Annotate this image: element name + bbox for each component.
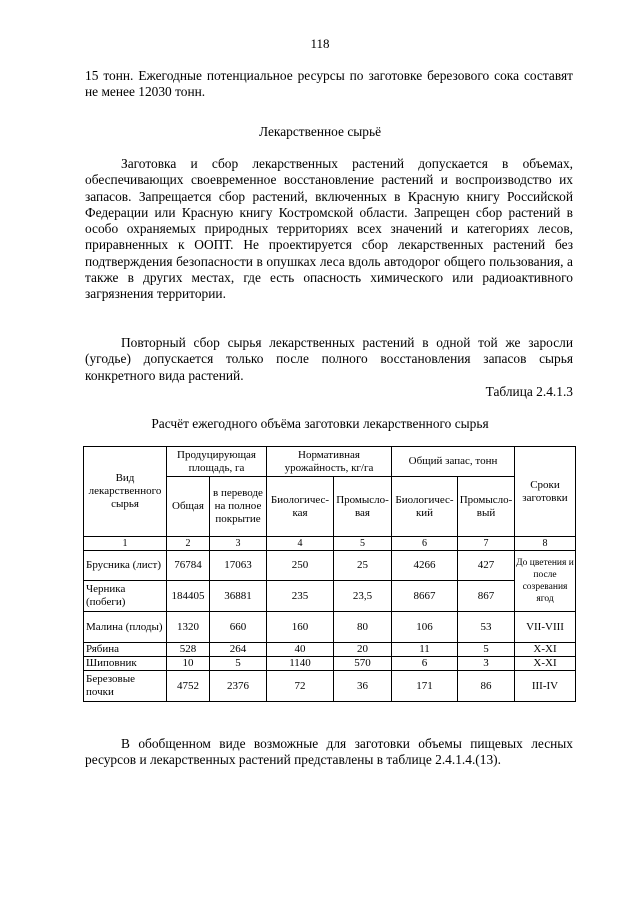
cell: 10	[167, 657, 210, 671]
cell: 8667	[392, 581, 458, 612]
col-number: 8	[515, 537, 576, 551]
header-terms: Сроки заготовки	[515, 447, 576, 537]
cell: 2376	[210, 671, 267, 702]
medicinal-raw-materials-table	[83, 446, 576, 702]
cell: 867	[458, 581, 515, 612]
cell: 427	[458, 551, 515, 581]
cell-species: Березовые почки	[84, 671, 167, 702]
cell: 5	[210, 657, 267, 671]
table-row	[84, 657, 576, 671]
col-number: 3	[210, 537, 267, 551]
cell-species: Шиповник	[84, 657, 167, 671]
header-yield: Нормативная урожайность, кг/га	[267, 447, 392, 477]
cell: 528	[167, 643, 210, 657]
cell: 72	[267, 671, 334, 702]
paragraph-rules: Заготовка и сбор лекарственных растений допускается в объемах, обеспечивающих своевременное восстановление растений и воспроизводство их запасов. Запрещается сбор растений, включенных в Красную книгу Российской Федерации или Красную книгу Костромской области. Запрещен сбор растений в особо охраняемых природных территориях всех значений и категориях лесов, приравненных к ООПТ. Не проектируется сбор лекарственных растений без подтверждения безопасности в опушках леса вдоль автодорог общего пользования, а также в других местах, где есть опасность химического или радиоактивного загрязнения территории.	[85, 156, 573, 302]
cell: 40	[267, 643, 334, 657]
cell: 4266	[392, 551, 458, 581]
cell: 570	[334, 657, 392, 671]
col-number: 6	[392, 537, 458, 551]
cell-terms: III-IV	[515, 671, 576, 702]
table-title: Расчёт ежегодного объёма заготовки лекарственного сырья	[151, 416, 489, 431]
paragraph-repeat-collection: Повторный сбор сырья лекарственных растений в одной той же заросли (угодье) допускается только после полного восстановления запасов сырья конкретного вида растений.	[85, 335, 573, 383]
table-label: Таблица 2.4.1.3	[485, 384, 573, 399]
col-number: 7	[458, 537, 515, 551]
header-species: Вид лекарственного сырья	[84, 447, 167, 537]
section-title: Лекарственное сырьё	[258, 124, 382, 139]
col-number: 1	[84, 537, 167, 551]
cell: 1140	[267, 657, 334, 671]
cell-species: Черника (побеги)	[84, 581, 167, 612]
cell: 160	[267, 612, 334, 643]
cell: 1320	[167, 612, 210, 643]
cell: 5	[458, 643, 515, 657]
cell: 36881	[210, 581, 267, 612]
cell: 3	[458, 657, 515, 671]
cell: 4752	[167, 671, 210, 702]
cell: 23,5	[334, 581, 392, 612]
cell: 184405	[167, 581, 210, 612]
page-number: 118	[310, 36, 330, 51]
header-stock-bio: Биологичес-кий	[392, 477, 458, 537]
cell-species: Брусника (лист)	[84, 551, 167, 581]
header-yield-ind: Промысло-вая	[334, 477, 392, 537]
cell: 11	[392, 643, 458, 657]
cell: 106	[392, 612, 458, 643]
header-stock-ind: Промысло-вый	[458, 477, 515, 537]
cell: 6	[392, 657, 458, 671]
col-number: 5	[334, 537, 392, 551]
cell: 264	[210, 643, 267, 657]
cell: 86	[458, 671, 515, 702]
header-yield-bio: Биологичес-кая	[267, 477, 334, 537]
paragraph-intro: 15 тонн. Ежегодные потенциальное ресурсы по заготовке березового сока составят не менее 12030 тонн.	[85, 68, 573, 100]
cell: 250	[267, 551, 334, 581]
header-stock: Общий запас, тонн	[392, 447, 515, 477]
cell: 171	[392, 671, 458, 702]
table-row	[84, 581, 576, 612]
cell-terms: X-XI	[515, 643, 576, 657]
col-number: 2	[167, 537, 210, 551]
header-area: Продуцирующая площадь, га	[167, 447, 267, 477]
header-area-converted: в переводе на полное покрытие	[210, 477, 267, 537]
header-area-total: Общая	[167, 477, 210, 537]
table-row	[84, 551, 576, 581]
paragraph-summary: В обобщенном виде возможные для заготовки объемы пищевых лесных ресурсов и лекарственных растений представлены в таблице 2.4.1.4.(13).	[85, 736, 573, 768]
cell: 660	[210, 612, 267, 643]
cell: 53	[458, 612, 515, 643]
cell: 36	[334, 671, 392, 702]
table-row	[84, 612, 576, 643]
cell: 80	[334, 612, 392, 643]
cell: 25	[334, 551, 392, 581]
cell-terms: X-XI	[515, 657, 576, 671]
cell-species: Малина (плоды)	[84, 612, 167, 643]
table-row	[84, 643, 576, 657]
cell: 20	[334, 643, 392, 657]
cell: 235	[267, 581, 334, 612]
table-row	[84, 671, 576, 702]
cell-merged-terms: До цветения и после созревания ягод	[515, 551, 576, 612]
cell-terms: VII-VIII	[515, 612, 576, 643]
cell: 76784	[167, 551, 210, 581]
cell: 17063	[210, 551, 267, 581]
col-number: 4	[267, 537, 334, 551]
cell-species: Рябина	[84, 643, 167, 657]
